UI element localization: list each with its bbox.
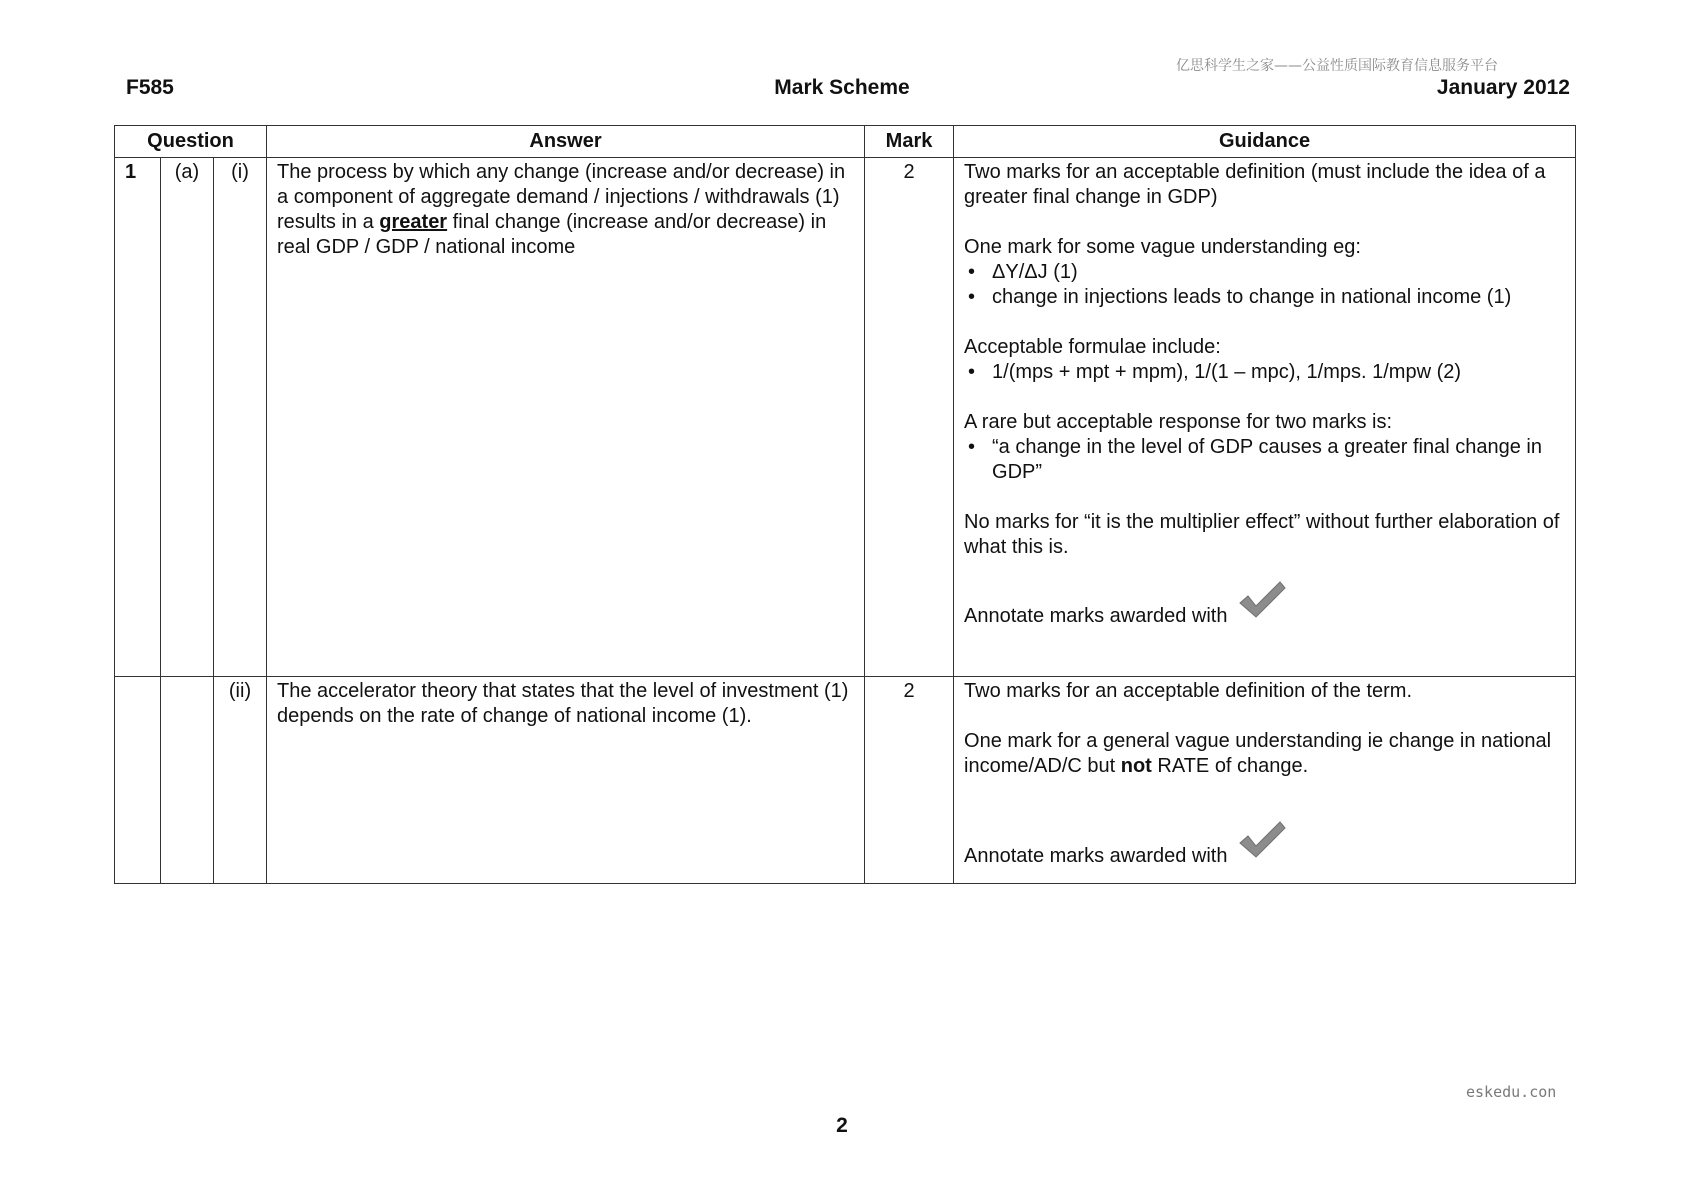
question-subpart: (ii): [214, 677, 267, 884]
guidance-paragraph: Acceptable formulae include:: [964, 336, 1221, 358]
question-subpart: (i): [214, 158, 267, 677]
annotate-line: [964, 825, 1565, 869]
guidance-bullet-list: [964, 435, 1565, 485]
answer-cell: The accelerator theory that states that the level of investment (1) depends on the rate of change of national income (1).: [267, 677, 865, 884]
paper-code: F585: [126, 76, 174, 99]
document-title: Mark Scheme: [774, 76, 910, 99]
bullet-item: • ΔY/ΔJ (1): [964, 260, 1565, 285]
bullet-item: • 1/(mps + mpt + mpm), 1/(1 – mpc), 1/mps. 1/mpw (2): [964, 360, 1565, 385]
table-row: [115, 158, 1576, 677]
answer-emphasis: greater: [379, 211, 448, 233]
question-number: 1: [115, 158, 161, 677]
guidance-paragraph: Two marks for an acceptable definition of the term.: [964, 680, 1413, 702]
annotate-text: Annotate marks awarded with: [964, 845, 1228, 867]
header-question: Question: [115, 126, 267, 158]
guidance-paragraph: A rare but acceptable response for two marks is:: [964, 411, 1392, 433]
bullet-item: • “a change in the level of GDP causes a greater final change in GDP”: [964, 435, 1565, 485]
mark-value: 2: [865, 677, 954, 884]
annotate-text: Annotate marks awarded with: [964, 605, 1228, 627]
answer-cell: [267, 158, 865, 677]
answer-text-after: final change (increase and/or decrease) in real GDP / GDP / national income: [277, 211, 827, 258]
header-guidance: Guidance: [954, 126, 1576, 158]
question-part: [161, 677, 214, 884]
guidance-bold-text: not: [1120, 755, 1152, 777]
guidance-bullet-list: [964, 360, 1565, 385]
page-number: 2: [836, 1114, 848, 1137]
watermark-bottom: eskedu.con: [1466, 1083, 1557, 1101]
bullet-item: • change in injections leads to change in national income (1): [964, 285, 1565, 310]
document-date: January 2012: [1436, 76, 1570, 99]
guidance-bullet-list: [964, 260, 1565, 310]
question-part: (a): [161, 158, 214, 677]
guidance-paragraph: [964, 729, 1565, 779]
checkmark-icon: [1237, 819, 1287, 863]
guidance-text: One mark for a general vague understanding ie change in national income/AD/C but: [964, 730, 1552, 777]
answer-text-before: The process by which any change (increase and/or decrease) in a component of aggregate demand / injections / withdrawals (1) results in a: [277, 161, 846, 233]
table-header-row: [115, 126, 1576, 158]
question-number: [115, 677, 161, 884]
annotate-line: [964, 585, 1565, 629]
header-mark: Mark: [865, 126, 954, 158]
guidance-cell: [954, 158, 1576, 677]
guidance-paragraph: One mark for some vague understanding eg:: [964, 236, 1361, 258]
watermark-top: 亿思科学生之家——公益性质国际教育信息服务平台: [1176, 58, 1498, 74]
guidance-paragraph: Two marks for an acceptable definition (must include the idea of a greater final change in GDP): [964, 161, 1546, 208]
header-answer: Answer: [267, 126, 865, 158]
mark-value: 2: [865, 158, 954, 677]
guidance-cell: [954, 677, 1576, 884]
table-row: [115, 677, 1576, 884]
mark-scheme-table: [114, 125, 1576, 884]
guidance-paragraph: No marks for “it is the multiplier effect” without further elaboration of what this is.: [964, 511, 1560, 558]
checkmark-icon: [1237, 579, 1287, 623]
guidance-text: RATE of change.: [1151, 755, 1309, 777]
